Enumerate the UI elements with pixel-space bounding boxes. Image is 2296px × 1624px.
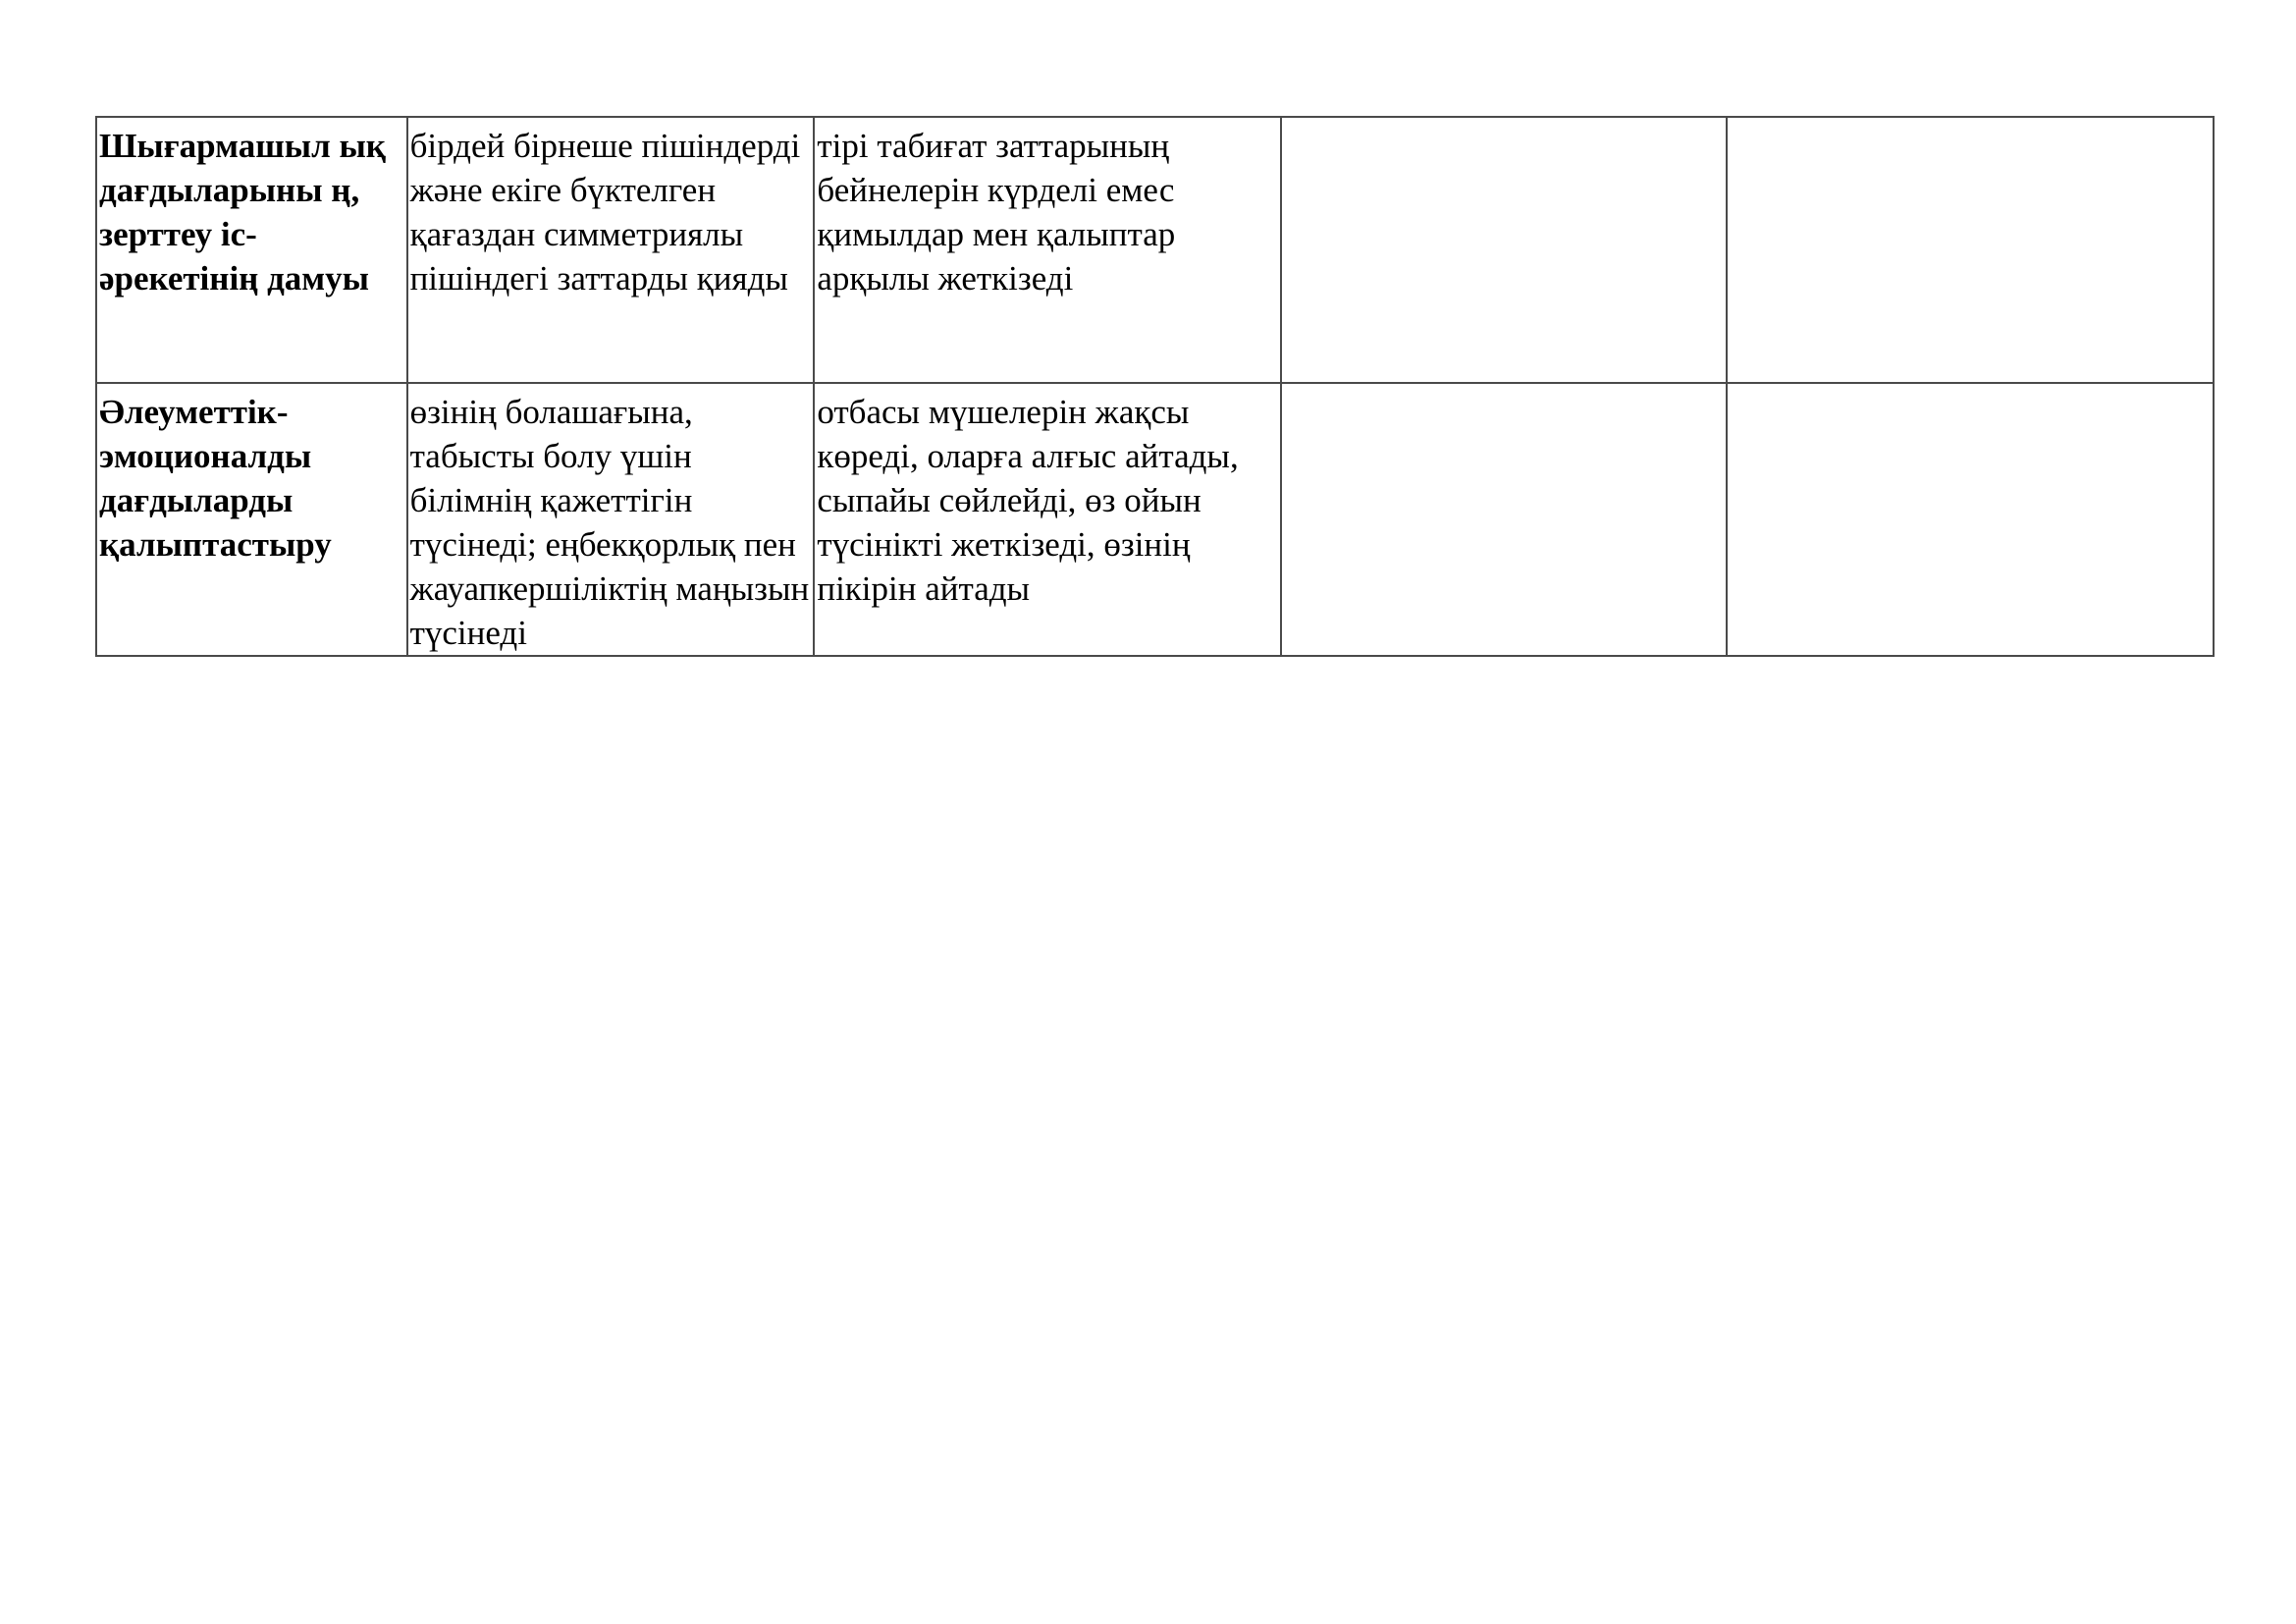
empty-cell	[1281, 117, 1727, 383]
row-heading: Әлеуметтік-эмоционалды дағдыларды қалыптастыру	[96, 383, 407, 656]
empty-cell	[1727, 383, 2214, 656]
row-heading: Шығармашыл ық дағдыларыны ң, зерттеу іс-әрекетінің дамуы	[96, 117, 407, 383]
table-cell: бірдей бірнеше пішіндерді және екіге бүктелген қағаздан симметриялы пішіндегі заттарды қияды	[407, 117, 815, 383]
table-cell: тірі табиғат заттарының бейнелерін күрделі емес қимылдар мен қалыптар арқылы жеткізеді	[814, 117, 1281, 383]
table-cell: өзінің болашағына, табысты болу үшін білімнің қажеттігін түсінеді; еңбекқорлық пен жауапкершіліктің маңызын түсінеді	[407, 383, 815, 656]
assessment-table	[95, 116, 2215, 657]
table-row	[96, 383, 2214, 656]
empty-cell	[1281, 383, 1727, 656]
table-row	[96, 117, 2214, 383]
table-cell: отбасы мүшелерін жақсы көреді, оларға алғыс айтады, сыпайы сөйлейді, өз ойын түсінікті жеткізеді, өзінің пікірін айтады	[814, 383, 1281, 656]
empty-cell	[1727, 117, 2214, 383]
